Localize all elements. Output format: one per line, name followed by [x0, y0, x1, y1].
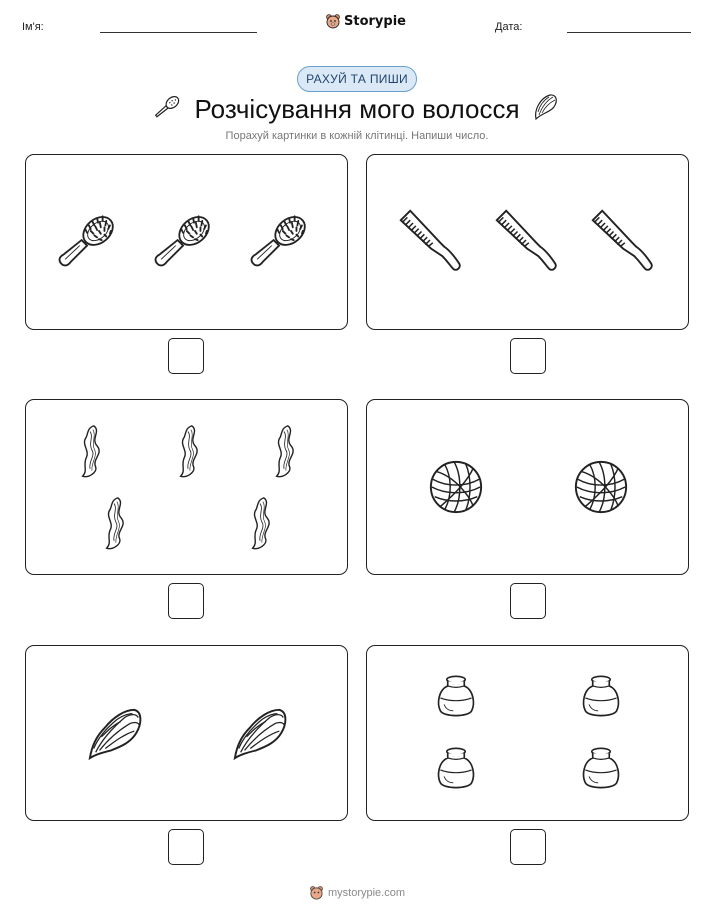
- counting-panel-hair-locks: [25, 645, 348, 821]
- hair-lock-icon: [235, 710, 286, 758]
- counting-panel-yarn-balls: [366, 399, 689, 575]
- brand-name: Storypie: [344, 13, 406, 29]
- name-line[interactable]: [100, 32, 257, 33]
- yarn-ball-icon: [576, 462, 626, 512]
- jar-icon: [584, 676, 619, 715]
- jar-icon: [439, 748, 474, 787]
- answer-box-hairbrushes[interactable]: [168, 338, 204, 374]
- storypie-mascot-icon: [325, 13, 341, 29]
- comb-icon: [401, 211, 460, 270]
- hairbrush-icon: [155, 211, 214, 265]
- worksheet-title: Розчісування мого волосся: [194, 94, 520, 124]
- date-line[interactable]: [567, 32, 691, 33]
- answer-box-hair-strands[interactable]: [168, 583, 204, 619]
- answer-box-yarn-balls[interactable]: [510, 583, 546, 619]
- counting-panel-hair-strands: [25, 399, 348, 575]
- brand-logo: [325, 13, 406, 29]
- hair-lock-icon: [90, 710, 141, 758]
- hair-strand-icon: [181, 426, 198, 477]
- date-label: Дата:: [495, 21, 523, 33]
- comb-icon: [497, 211, 556, 270]
- hairbrush-icon: [59, 211, 118, 265]
- footer: [0, 885, 714, 900]
- hair-lock-icon: [532, 92, 560, 122]
- counting-panel-jars: [366, 645, 689, 821]
- hair-strand-icon: [277, 426, 294, 477]
- activity-badge: РАХУЙ ТА ПИШИ: [297, 66, 417, 92]
- hair-strand-icon: [253, 498, 270, 549]
- answer-box-combs[interactable]: [510, 338, 546, 374]
- hairbrush-icon: [251, 211, 310, 265]
- yarn-ball-icon: [431, 462, 481, 512]
- answer-box-jars[interactable]: [510, 829, 546, 865]
- storypie-mascot-icon: [309, 885, 324, 900]
- jar-icon: [439, 676, 474, 715]
- hair-strand-icon: [107, 498, 124, 549]
- instructions: Порахуй картинки в кожній клітинці. Напиши число.: [225, 130, 489, 142]
- counting-panel-combs: [366, 154, 689, 330]
- hair-strand-icon: [83, 426, 100, 477]
- jar-icon: [584, 748, 619, 787]
- name-label: Ім'я:: [22, 21, 44, 33]
- answer-box-hair-locks[interactable]: [168, 829, 204, 865]
- footer-url[interactable]: mystorypie.com: [327, 886, 406, 899]
- counting-panel-hairbrushes: [25, 154, 348, 330]
- comb-icon: [593, 211, 652, 270]
